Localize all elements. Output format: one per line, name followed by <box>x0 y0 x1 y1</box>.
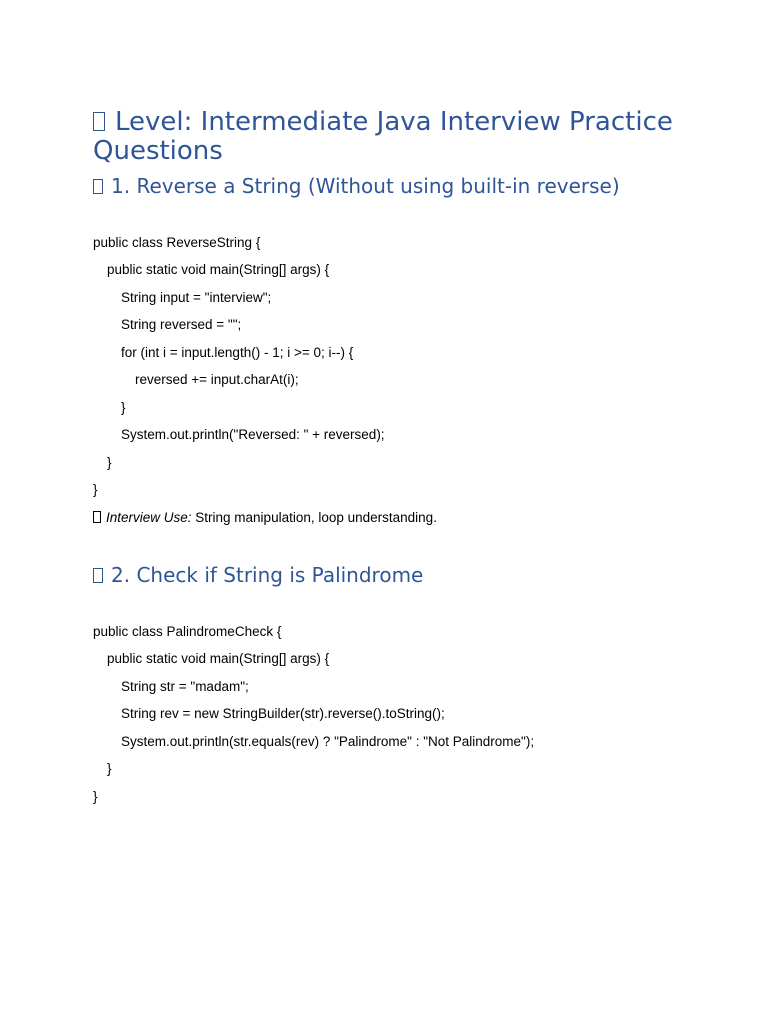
code-line: } <box>121 400 126 415</box>
code-line: } <box>107 455 112 470</box>
code-line: for (int i = input.length() - 1; i >= 0; i--) { <box>121 345 354 360</box>
page-title-line1: Level: Intermediate Java Interview Practice <box>115 107 673 137</box>
section-heading-1-text: 1. Reverse a String (Without using built-in reverse) <box>111 174 620 198</box>
missing-glyph-icon <box>93 179 103 194</box>
page-title-continued <box>93 137 223 166</box>
code-line: } <box>93 482 98 497</box>
page-title <box>93 108 673 137</box>
code-line: System.out.println(str.equals(rev) ? "Palindrome" : "Not Palindrome"); <box>121 734 535 749</box>
note-label: Interview Use: <box>106 510 192 525</box>
missing-glyph-icon <box>93 568 103 583</box>
code-line: } <box>93 789 98 804</box>
missing-glyph-icon <box>93 112 105 131</box>
code-line: public class PalindromeCheck { <box>93 624 282 639</box>
code-line: public static void main(String[] args) { <box>107 262 330 277</box>
interview-use-note <box>93 510 437 526</box>
section-heading-2-text: 2. Check if String is Palindrome <box>111 563 424 587</box>
code-line: String input = "interview"; <box>121 290 272 305</box>
code-line: String reversed = ""; <box>121 317 242 332</box>
missing-glyph-icon <box>93 511 101 523</box>
code-line: public class ReverseString { <box>93 235 261 250</box>
code-line: String rev = new StringBuilder(str).reverse().toString(); <box>121 706 445 721</box>
code-line: String str = "madam"; <box>121 679 249 694</box>
code-line: public static void main(String[] args) { <box>107 651 330 666</box>
page-title-line2: Questions <box>93 136 223 166</box>
code-line: reversed += input.charAt(i); <box>135 372 299 387</box>
section-heading-1 <box>93 174 620 198</box>
note-text: String manipulation, loop understanding. <box>191 510 437 525</box>
section-heading-2 <box>93 563 423 587</box>
code-line: System.out.println("Reversed: " + reversed); <box>121 427 385 442</box>
code-line: } <box>107 761 112 776</box>
